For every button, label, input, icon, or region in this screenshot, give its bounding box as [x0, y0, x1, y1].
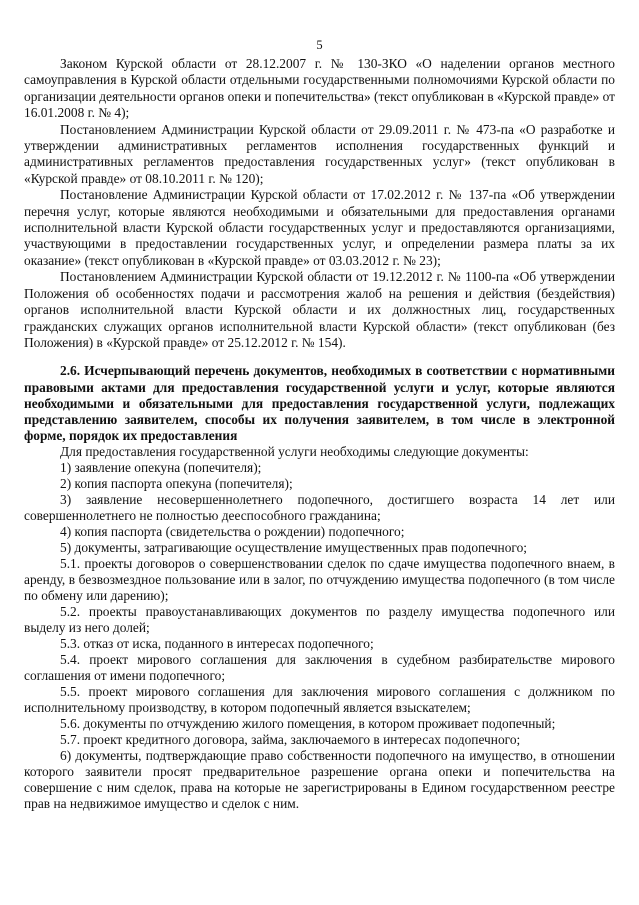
document-item-5-3: 5.3. отказ от иска, поданного в интересах подопечного; — [60, 636, 374, 652]
law-paragraph-2: Постановлением Администрации Курской области от 29.09.2011 г. № 473-па «О разработке и утверждении административных регламентов исполнения государственных функций и административных регламентов предоставления государственных услуг» (текст опубликован в «Курской правде» от 08.10.2011 г. № 120); — [24, 121, 615, 186]
law-paragraph-3: Постановление Администрации Курской области от 17.02.2012 г. № 137-па «Об утверждении перечня услуг, которые являются необходимыми и обязательными для предоставления органами исполнительной власти Курской области государственных услуг и предоставляются организациями, участвующими в предоставлении государственных услуг, и определении размера платы за их оказание» (текст опубликован в «Курской правде» от 03.03.2012 г. № 23); — [24, 187, 615, 268]
document-item-5-6: 5.6. документы по отчуждению жилого помещения, в котором проживает подопечный; — [60, 716, 556, 732]
document-item-2: 2) копия паспорта опекуна (попечителя); — [60, 476, 293, 492]
law-paragraph-1: Законом Курской области от 28.12.2007 г. № 130-ЗКО «О наделении органов местного самоуправления в Курской области отдельными государственными полномочиями Курской области по организации деятельности органов опеки и попечительства» (текст опубликован в «Курской правде» от 16.01.2008 г. № 4); — [24, 56, 616, 121]
document-item-4: 4) копия паспорта (свидетельства о рождении) подопечного; — [60, 524, 405, 540]
document-item-5: 5) документы, затрагивающие осуществление имущественных прав подопечного; — [60, 540, 527, 556]
page-number: 5 — [316, 38, 323, 52]
document-item-5-7: 5.7. проект кредитного договора, займа, заключаемого в интересах подопечного; — [60, 732, 521, 748]
document-item-5-4: 5.4. проект мирового соглашения для заключения в судебном разбирательстве мирового соглашения от имени подопечного; — [24, 652, 615, 684]
document-item-3: 3) заявление несовершеннолетнего подопечного, достигшего возраста 14 лет или совершеннолетнего не полностью дееспособного гражданина; — [24, 492, 615, 524]
document-item-1: 1) заявление опекуна (попечителя); — [60, 460, 262, 476]
law-paragraph-4: Постановлением Администрации Курской области от 19.12.2012 г. № 1100-па «Об утверждении Положения об особенностях подачи и рассмотрения жалоб на решения и действия (бездействия) органов исполнительной власти Курской области и их должностных лиц, государственных гражданских служащих органов исполнительной власти Курской области» (текст опубликован (без Положения) в «Курской правде» от 25.12.2012 г. № 154). — [24, 269, 615, 350]
document-item-5-1: 5.1. проекты договоров о совершенствовании сделок по сдаче имущества подопечного внаем, в аренду, в безвозмездное пользование или в залог, по отчуждению имущества подопечного (в том числе по обмену или дарению); — [24, 556, 615, 604]
document-item-5-2: 5.2. проекты правоустанавливающих документов по разделу имущества подопечного или выделу из него долей; — [24, 604, 615, 636]
document-item-5-5: 5.5. проект мирового соглашения для заключения мирового соглашения с должником по исполнительному производству, в котором подопечный является взыскателем; — [24, 684, 615, 716]
document-item-6: 6) документы, подтверждающие право собственности подопечного на имущество, в отношении которого заявители просят предварительное разрешение органа опеки и попечительства на совершение с ним сделок, права на которые не зарегистрированы в Едином государственном реестре прав на недвижимое имущество и сделок с ним. — [24, 748, 615, 812]
section-heading: 2.6. Исчерпывающий перечень документов, необходимых в соответствии с нормативными правовыми актами для предоставления государственной услуги и услуг, которые являются необходимыми и обязательными для предоставления государственной услуги, подлежащих представлению заявителем, способы их получения заявителем, в том числе в электронной форме, порядок их предоставления — [24, 363, 615, 444]
documents-intro: Для предоставления государственной услуги необходимы следующие документы: — [60, 444, 529, 460]
section-spacer — [24, 351, 615, 363]
